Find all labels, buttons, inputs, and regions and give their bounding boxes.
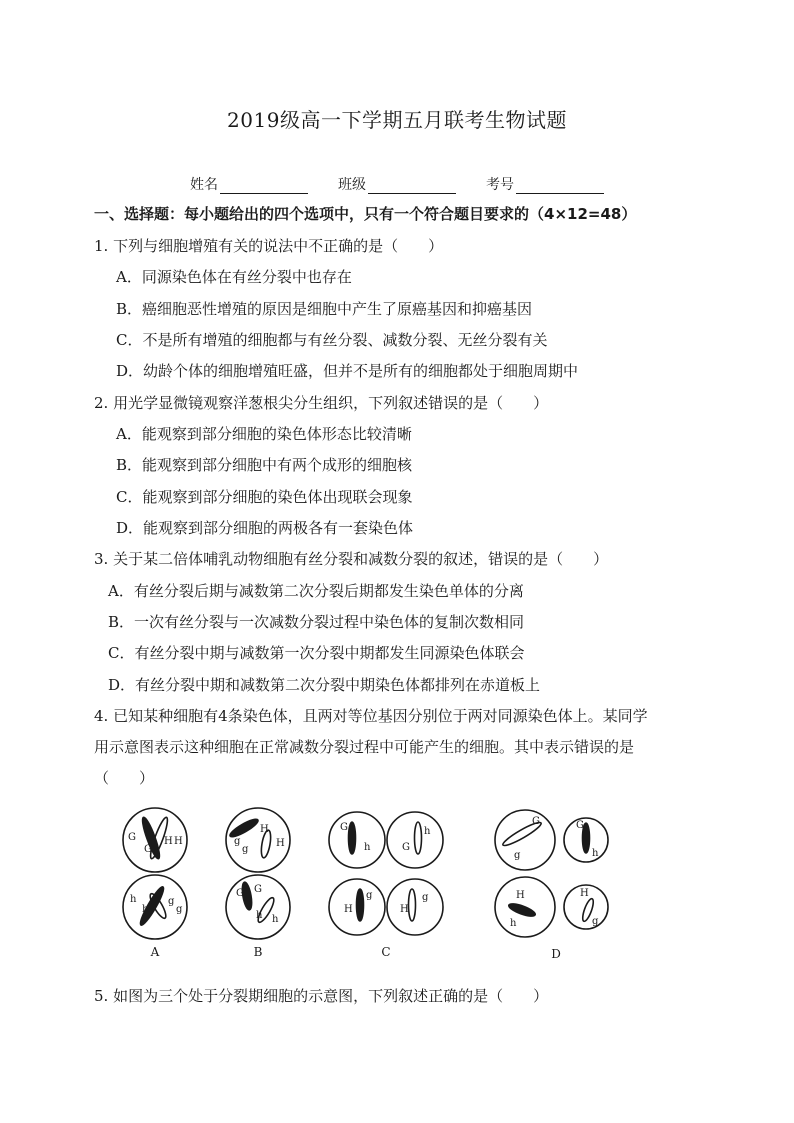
gene-label: h — [272, 914, 279, 925]
question-1-stem: 1. 下列与细胞增殖有关的说法中不正确的是（ ） — [94, 237, 444, 255]
question-4-stem-line-3: （ ） — [94, 769, 155, 787]
gene-label: G — [128, 832, 136, 843]
name-label: 姓名 — [190, 177, 218, 193]
gene-label: h — [592, 848, 599, 859]
class-field — [338, 174, 456, 194]
gene-label: H — [344, 904, 353, 915]
student-info-row — [0, 174, 794, 194]
figure-label-b: B — [253, 945, 263, 959]
gene-label: G — [532, 816, 540, 827]
chromosome — [507, 901, 536, 918]
class-label: 班级 — [338, 177, 366, 193]
gene-label: g — [592, 916, 599, 927]
gene-label: g — [168, 896, 175, 907]
figure-label-a: A — [150, 945, 160, 959]
figure-group-a — [123, 808, 187, 939]
gene-label: h — [364, 842, 371, 853]
name-blank[interactable] — [220, 179, 308, 194]
question-1-option-b: B．癌细胞恶性增殖的原因是细胞中产生了原癌基因和抑癌基因 — [116, 300, 533, 318]
cell-c1 — [329, 812, 385, 868]
gene-label: G — [340, 822, 348, 833]
question-2-stem: 2. 用光学显微镜观察洋葱根尖分生组织，下列叙述错误的是（ ） — [94, 394, 549, 412]
gene-label: G — [254, 884, 262, 895]
page-title: 2019级高一下学期五月联考生物试题 — [227, 108, 567, 132]
question-2-option-c: C．能观察到部分细胞的染色体出现联会现象 — [116, 488, 413, 506]
gene-label: h — [256, 910, 263, 921]
exam-no-blank[interactable] — [516, 179, 604, 194]
gene-label: H — [276, 838, 285, 849]
gene-label: H — [174, 836, 183, 847]
gene-label: h — [130, 894, 137, 905]
chromosome — [349, 822, 356, 854]
question-3-option-b: B．一次有丝分裂与一次减数分裂过程中染色体的复制次数相同 — [108, 613, 525, 631]
gene-label: H — [164, 836, 173, 847]
gene-label: G — [144, 844, 152, 855]
section-heading: 一、选择题：每小题给出的四个选项中，只有一个符合题目要求的（4×12=48） — [94, 205, 637, 223]
chromosome — [357, 889, 364, 921]
gene-label: G — [236, 888, 244, 899]
chromosome — [409, 889, 416, 921]
gene-label: H — [260, 824, 269, 835]
question-4-figure — [110, 800, 610, 970]
question-4-stem-line-1: 4. 已知某种细胞有4条染色体，且两对等位基因分别位于两对同源染色体上。某同学 — [94, 707, 648, 725]
gene-label: G — [402, 842, 410, 853]
gene-label: H — [516, 890, 525, 901]
question-4-stem-line-2: 用示意图表示这种细胞在正常减数分裂过程中可能产生的细胞。其中表示错误的是 — [94, 738, 635, 756]
gene-label: H — [400, 904, 409, 915]
exam-no-label: 考号 — [486, 177, 514, 193]
name-field — [190, 174, 308, 194]
gene-label: h — [510, 918, 517, 929]
gene-label: g — [514, 850, 521, 861]
question-3-option-d: D．有丝分裂中期和减数第二次分裂中期染色体都排列在赤道板上 — [108, 676, 541, 694]
gene-label: g — [242, 844, 249, 855]
question-2-option-d: D．能观察到部分细胞的两极各有一套染色体 — [116, 519, 414, 537]
question-2-option-b: B．能观察到部分细胞中有两个成形的细胞核 — [116, 456, 413, 474]
exam-no-field — [486, 174, 604, 194]
gene-label: g — [422, 892, 429, 903]
question-5-stem: 5. 如图为三个处于分裂期细胞的示意图，下列叙述正确的是（ ） — [94, 987, 549, 1005]
gene-label: g — [234, 836, 241, 847]
question-1-option-a: A．同源染色体在有丝分裂中也存在 — [116, 268, 352, 286]
class-blank[interactable] — [368, 179, 456, 194]
gene-label: G — [576, 820, 584, 831]
cell-d1 — [495, 810, 555, 870]
question-2-option-a: A．能观察到部分细胞的染色体形态比较清晰 — [116, 425, 412, 443]
question-3-option-a: A．有丝分裂后期与减数第二次分裂后期都发生染色单体的分离 — [108, 582, 524, 600]
gene-label: g — [366, 890, 373, 901]
gene-label: h — [142, 904, 149, 915]
gene-label: H — [580, 888, 589, 899]
question-3-option-c: C．有丝分裂中期与减数第一次分裂中期都发生同源染色体联会 — [108, 644, 525, 662]
question-1-option-c: C．不是所有增殖的细胞都与有丝分裂、减数分裂、无丝分裂有关 — [116, 331, 548, 349]
figure-label-c: C — [381, 945, 391, 959]
gene-label: g — [176, 904, 183, 915]
gene-label: h — [424, 826, 431, 837]
figure-label-d: D — [551, 947, 561, 961]
question-3-stem: 3. 关于某二倍体哺乳动物细胞有丝分裂和减数分裂的叙述，错误的是（ ） — [94, 550, 609, 568]
question-1-option-d: D．幼龄个体的细胞增殖旺盛，但并不是所有的细胞都处于细胞周期中 — [116, 362, 579, 380]
chromosome — [415, 822, 422, 854]
